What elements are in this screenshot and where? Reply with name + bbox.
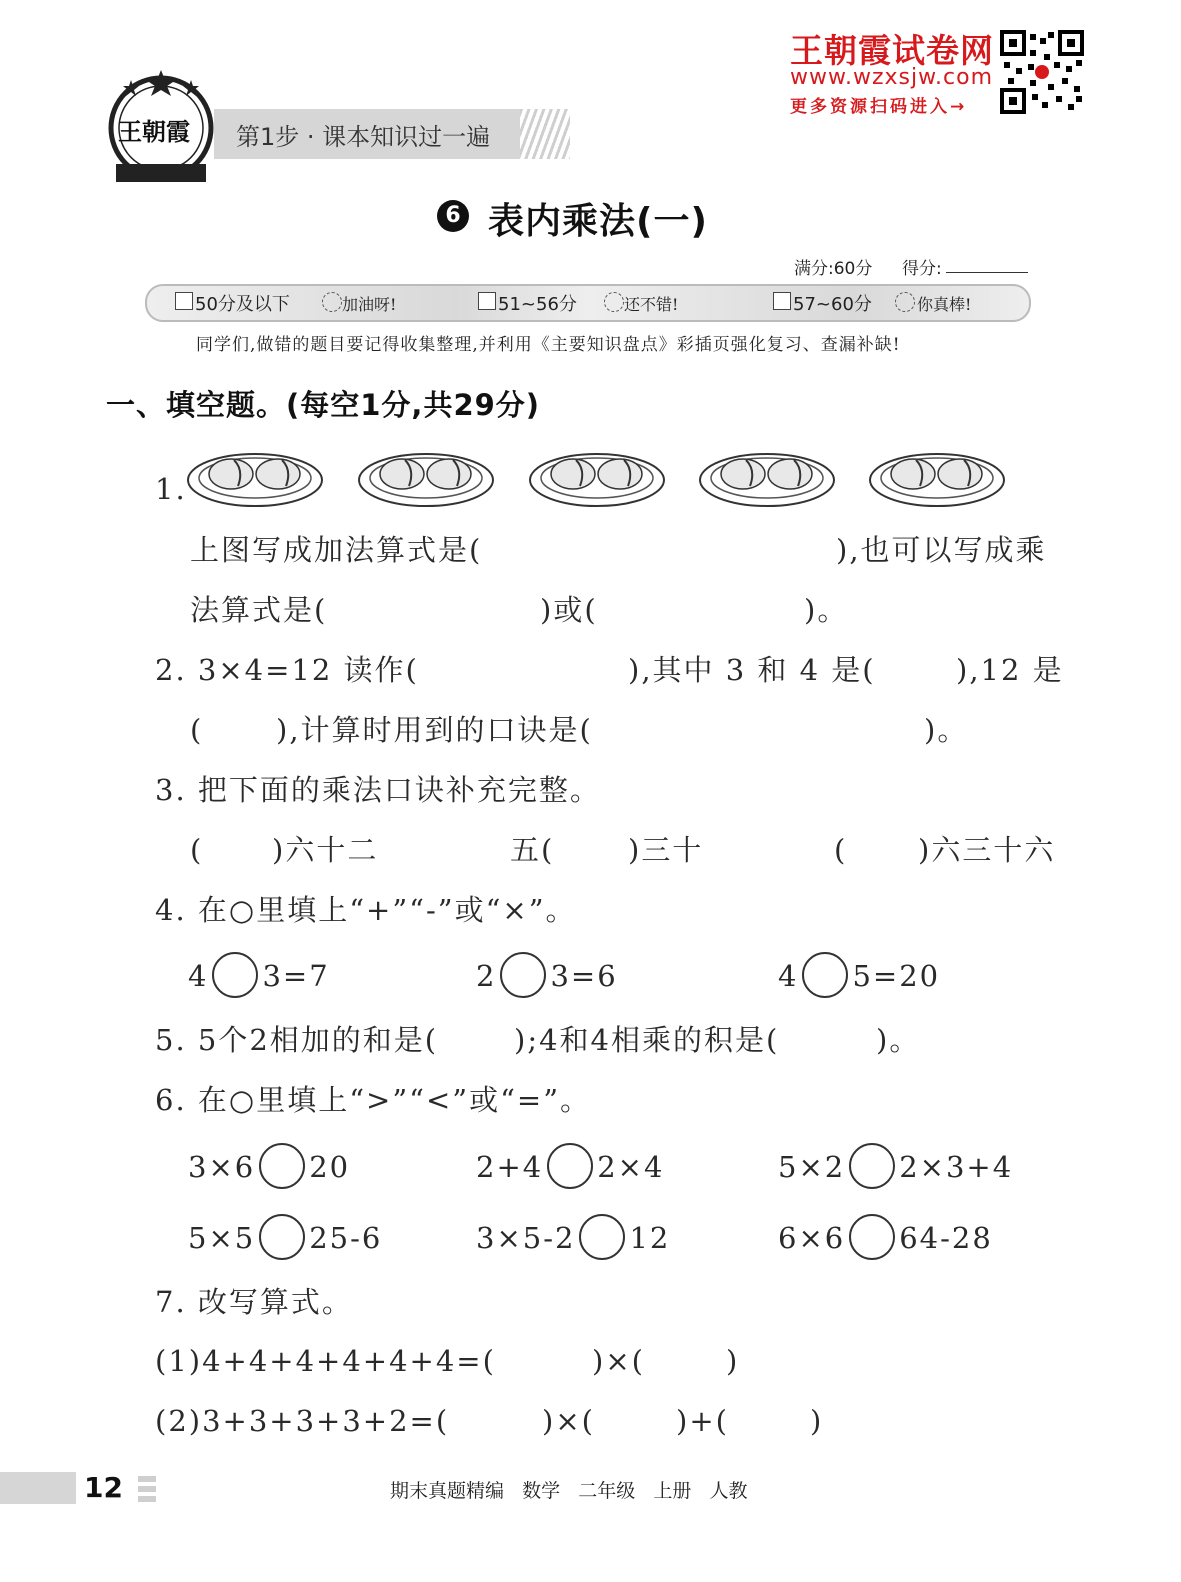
section-heading: 一、填空题。(每空1分,共29分) [106,388,541,422]
page-title: 表内乘法(一) [488,201,708,242]
q1-line2-c: )。 [804,593,849,627]
q6-right: 2×3+4 [899,1150,1014,1184]
score-label: 得分: [902,259,942,279]
q6-left: 6×6 [778,1221,846,1255]
q3-item-b: )三十 [628,833,704,867]
q1-line2-b: )或( [540,593,598,627]
page-number: 12 [84,1471,123,1504]
answer-circle[interactable] [500,952,546,998]
rating-checkbox[interactable] [773,292,791,310]
answer-circle[interactable] [579,1214,625,1260]
q4-stem: 4. 在○里填上“+”“-”或“×”。 [155,893,577,927]
q7-stem: 7. 改写算式。 [155,1285,353,1319]
answer-circle[interactable] [547,1143,593,1189]
site-cta: 更多资源扫码进入→ [790,97,968,117]
q4-item [778,955,940,1001]
q6-right: 25-6 [309,1221,383,1255]
q1-line2-a: 法算式是( [190,593,328,627]
q6-left: 2+4 [476,1150,544,1184]
q4-item [188,955,330,1001]
q4-right: 3=7 [262,959,330,993]
q3-item-a: 五( [510,833,555,867]
q1-line1-a: 上图写成加法算式是( [190,533,483,567]
q6-left: 3×5-2 [476,1221,576,1255]
logo-text: 王朝霞 [118,117,190,146]
q5-a: 5. 5个2相加的和是( [155,1023,439,1057]
site-name: 王朝霞试卷网 [790,31,994,70]
answer-circle[interactable] [212,952,258,998]
q6-left: 5×5 [188,1221,256,1255]
q5-b: );4和4相乘的积是( [514,1023,780,1057]
q6-left: 3×6 [188,1150,256,1184]
q4-left: 2 [476,959,497,993]
rating-range: 51~56分 [498,294,577,315]
answer-circle[interactable] [802,952,848,998]
smiley-icon [895,292,915,312]
q2-line1-c: ),12 是 [956,653,1064,687]
rating-checkbox[interactable] [478,292,496,310]
q2-line1-b: ),其中 3 和 4 是( [628,653,876,687]
q6-item [188,1217,382,1263]
site-url[interactable]: www.wzxsjw.com [790,65,994,90]
rating-comment: 加油呀! [342,295,397,314]
q1-line1-b: ),也可以写成乘 [836,533,1047,567]
q4-left: 4 [188,959,209,993]
rating-range: 50分及以下 [195,294,290,315]
q6-right: 64-28 [899,1221,993,1255]
q7-p2-b: )×( [542,1404,595,1438]
q7-p2-c: )+( [676,1404,729,1438]
answer-circle[interactable] [849,1143,895,1189]
q6-item [476,1146,664,1192]
chapter-number-badge: 6 [437,200,469,232]
step-banner-text: 第1步 · 课本知识过一遍 [236,123,491,151]
answer-circle[interactable] [849,1214,895,1260]
q4-right: 3=6 [550,959,618,993]
rating-checkbox[interactable] [175,292,193,310]
q3-item-b: )六三十六 [918,833,1056,867]
q7-p1-a: (1)4+4+4+4+4+4=( [155,1344,496,1378]
smiley-icon [604,292,624,312]
q7-p1-b: )×( [592,1344,645,1378]
answer-circle[interactable] [259,1143,305,1189]
q6-item [778,1217,993,1263]
q3-item-a: ( [190,833,204,867]
plate-of-buns-image [357,448,495,508]
q4-left: 4 [778,959,799,993]
full-score: 满分:60分 [794,259,873,279]
q3-item-b: )六十二 [272,833,379,867]
q2-line2-b: ),计算时用到的口诀是( [276,713,593,747]
q3-stem: 3. 把下面的乘法口诀补充完整。 [155,773,601,807]
q5-c: )。 [876,1023,921,1057]
plate-of-buns-image [186,448,324,508]
q6-right: 12 [629,1221,671,1255]
answer-circle[interactable] [259,1214,305,1260]
q1-number: 1. [155,472,187,506]
plate-of-buns-image [868,448,1006,508]
q7-p2-a: (2)3+3+3+3+2=( [155,1404,450,1438]
q6-right: 2×4 [597,1150,665,1184]
rating-comment: 还不错! [624,295,679,314]
qr-code-icon[interactable] [1000,30,1084,114]
footer-deco [138,1474,156,1502]
q2-line2-c: )。 [924,713,969,747]
rating-range: 57~60分 [793,294,872,315]
q6-left: 5×2 [778,1150,846,1184]
score-field[interactable] [946,272,1028,273]
rating-comment: 你真棒! [917,295,972,314]
smiley-icon [322,292,342,312]
q6-item [476,1217,670,1263]
q6-item [778,1146,1013,1192]
q6-item [188,1146,350,1192]
q6-stem: 6. 在○里填上“>”“<”或“=”。 [155,1083,592,1117]
notice-text: 同学们,做错的题目要记得收集整理,并利用《主要知识盘点》彩插页强化复习、查漏补缺! [196,335,901,355]
step-banner-stripes [520,109,570,159]
q2-line1-a: 2. 3×4=12 读作( [155,653,419,687]
plate-of-buns-image [528,448,666,508]
q7-p2-d: ) [810,1404,824,1438]
footer-tab [0,1472,76,1504]
q6-right: 20 [309,1150,351,1184]
q2-line2-a: ( [190,713,204,747]
book-info: 期末真题精编 数学 二年级 上册 人教 [390,1480,748,1502]
q4-item [476,955,618,1001]
q3-item-a: ( [834,833,848,867]
q4-right: 5=20 [852,959,941,993]
plate-of-buns-image [698,448,836,508]
q7-p1-c: ) [726,1344,740,1378]
